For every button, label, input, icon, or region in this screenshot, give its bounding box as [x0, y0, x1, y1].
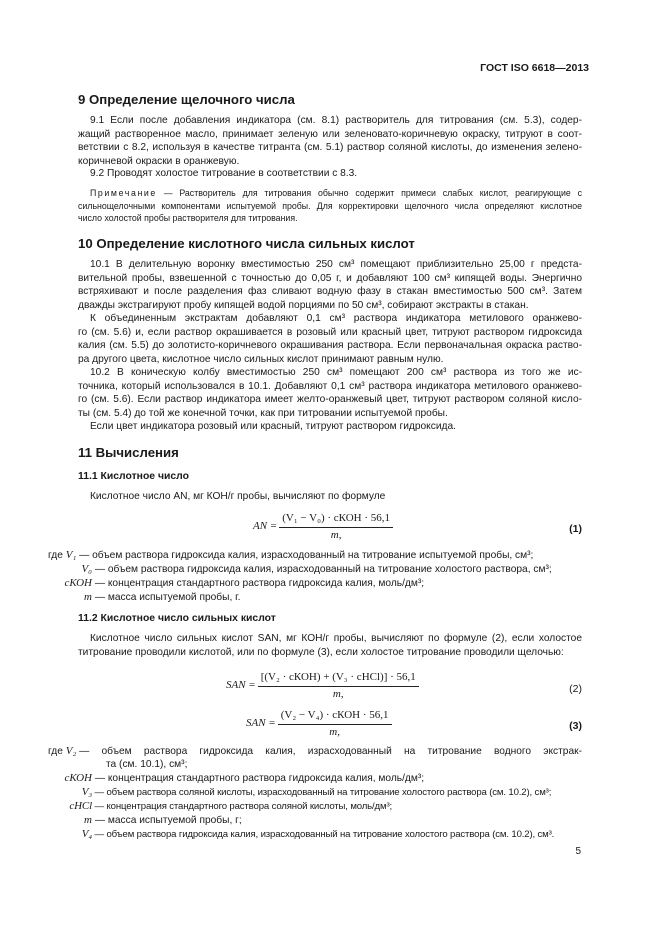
symbol-ckoh: cКОН	[64, 772, 92, 784]
text-line: 9.2 Проводят холостое титрование в соответствии с 8.3.	[90, 168, 358, 179]
text-line: сильнощелочными компонентами испытуемой пробы. Для корректировки щелочного числа определяют кислотное	[78, 200, 582, 211]
text-line: К объединенным экстрактам добавляют 0,1 см³ раствора индикатора метилового оранжево-	[90, 313, 582, 324]
where-label: где	[48, 746, 63, 757]
text-line: титрование проводили кислотой, или по формуле (3), если холостое титрование проводили щелочью:	[78, 646, 564, 658]
definition-text-continued: та (см. 10.1), см³;	[106, 759, 188, 770]
text-line: 10.1 В делительную воронку вместимостью 250 см³ помещают приблизительно 25,00 г предста-	[90, 259, 582, 270]
section-9-2-paragraph	[78, 167, 582, 181]
text-line: вительной пробы, взвешенной с точностью до 0,05 г, и добавляют 100 см³ кипящей воды. Энергично	[78, 272, 582, 284]
section-11-2-title: 11.2 Кислотное число сильных кислот	[78, 613, 276, 624]
section-11-1-intro	[78, 490, 582, 504]
formula-1-denominator: m	[330, 528, 339, 541]
formula-1-numerator: (V₁ − V₀) · cКОН · 56,1	[279, 512, 393, 528]
definition-text: — концентрация стандартного раствора гидроксида калия, моль/дм³;	[94, 773, 425, 784]
text-line: — Растворитель для титрования обычно содержит примеси слабых кислот, реагирующие с	[163, 188, 582, 198]
section-10-2-last-paragraph	[78, 420, 582, 434]
formula-3-denominator: m	[329, 725, 338, 738]
formula-2-number: (2)	[569, 683, 582, 695]
formula-3: SAN = $\frac{\text{(V₂ − V₄) · cКОН · 56,1}}{m,}$ (3)	[246, 709, 582, 738]
text-line: калия (см. 5.5) до золотисто-коричневого окрашивания раствора. Если первоначальная окраска раство-	[78, 340, 582, 351]
text-line: го (см. 5.6) и, если раствор окрашивается в розовый или красный цвет, титруют раствором гидроксида	[78, 326, 582, 338]
symbol-v2: V₂	[65, 745, 77, 757]
formula-2-lhs: SAN =	[226, 679, 256, 692]
text-line: Кислотное число AN, мг КОН/г пробы, вычисляют по формуле	[90, 491, 386, 502]
text-line: Кислотное число сильных кислот SAN, мг КОН/г пробы, вычисляют по формуле (2), если холостое	[90, 633, 582, 644]
formula-1-lhs: AN =	[253, 520, 278, 533]
text-line: ветствии с 8.2, используя в качестве титранта (см. 5.1) раствор соляной кислоты, до изменения зелено-	[78, 142, 582, 153]
symbol-m: m	[84, 814, 92, 826]
section-9-title: 9 Определение щелочного числа	[78, 92, 295, 107]
text-line: го (см. 5.6). Если раствор индикатора имеет желто-оранжевый цвет, титруют раствором соляной кисло-	[78, 394, 582, 405]
definition-text: — объем раствора гидроксида калия, израсходованный на титрование водного экстрак-	[79, 746, 582, 757]
formula-1: AN = $\frac{\text{(V₁ − V₀) · cКОН · 56,1}}{m,}$ (1)	[253, 512, 582, 541]
section-10-1-continued-paragraph	[78, 312, 582, 366]
formula-2-3-definitions	[48, 745, 588, 841]
page-header-standard: ГОСТ ISO 6618—2013	[480, 62, 589, 74]
definition-text: — объем раствора гидроксида калия, израсходованный на титрование холостого раствора, см³;	[94, 564, 552, 575]
section-9-1-paragraph	[78, 114, 582, 168]
text-line: 9.1 Если после добавления индикатора (см. 8.1) растворитель для титрования (см. 5.3), содер-	[90, 115, 582, 126]
page-number: 5	[575, 846, 581, 857]
definition-text: — объем раствора гидроксида калия, израсходованный на титрование холостого раствора (см. 10.2), см³.	[94, 829, 555, 840]
symbol-chcl: cHCl	[69, 800, 92, 812]
section-9-note	[78, 187, 582, 225]
symbol-m: m	[84, 591, 92, 603]
symbol-v3: V₃	[81, 786, 92, 798]
formula-2-numerator: [(V₂ · cКОН) + (V₃ · cHCl)] · 56,1	[258, 671, 419, 687]
formula-2-denominator: m	[332, 687, 341, 700]
section-10-title: 10 Определение кислотного числа сильных кислот	[78, 236, 415, 251]
note-label: Примечание	[90, 188, 157, 198]
text-line: ты (см. 5.4) до той же конечной точки, как при титровании испытуемой пробы.	[78, 407, 448, 419]
where-label: где	[48, 550, 63, 561]
section-11-title: 11 Вычисления	[78, 445, 179, 460]
text-line: встряхивают и после разделения фаз сливают водную фазу в стакан вместимостью 500 см³. Затем	[78, 286, 582, 297]
text-line: Если цвет индикатора розовый или красный, титруют раствором гидроксида.	[90, 421, 456, 432]
definition-text: — концентрация стандартного раствора гидроксида калия, моль/дм³;	[94, 578, 425, 589]
text-line: жащий растворенное масло, принимает зеленую или зеленовато-коричневую окраску, титруют в соот-	[78, 128, 582, 140]
text-line: 10.2 В коническую колбу вместимостью 250 см³ помещают 200 см³ раствора из того же ис-	[90, 367, 582, 378]
formula-3-number: (3)	[569, 720, 582, 732]
section-11-2-intro	[78, 632, 582, 659]
text-line: ра другого цвета, кислотное число сильных кислот принимают равным нулю.	[78, 353, 444, 365]
text-line: дважды экстрагируют пробу кипящей водой порциями по 50 см³, собирают экстракты в стакан.	[78, 299, 529, 311]
formula-3-lhs: SAN =	[246, 717, 276, 730]
definition-text: — масса испытуемой пробы, г;	[94, 815, 242, 826]
definition-text: — масса испытуемой пробы, г.	[94, 592, 241, 603]
section-10-1-paragraph	[78, 258, 582, 312]
text-line: точника, который использовался в 10.1. Добавляют 0,1 см³ раствора индикатора метилового оранжево-	[78, 380, 582, 392]
formula-1-number: (1)	[569, 523, 582, 535]
definition-text: — объем раствора соляной кислоты, израсходованный на титрование холостого раствора (см. 10.2), см³;	[94, 787, 552, 798]
symbol-ckoh: cКОН	[64, 577, 92, 589]
formula-3-numerator: (V₂ − V₄) · cКОН · 56,1	[278, 709, 392, 725]
symbol-v1: V₁	[65, 549, 77, 561]
formula-1-definitions	[48, 549, 588, 605]
formula-2: SAN = $\frac{\text{[(V₂ · cКОН) + (V₃ · cHCl)] · 56,1}}{m,}$ (2)	[226, 671, 582, 700]
text-line: число холостой пробы растворителя для титрования.	[78, 213, 298, 223]
symbol-v4: V₄	[81, 828, 92, 840]
definition-text: — концентрация стандартного раствора соляной кислоты, моль/дм³;	[94, 801, 392, 812]
definition-text: — объем раствора гидроксида калия, израсходованный на титрование испытуемой пробы, см³;	[79, 550, 534, 561]
text-line: коричневой окраски в оранжевую.	[78, 155, 240, 167]
section-10-2-paragraph	[78, 366, 582, 420]
symbol-v0: V₀	[81, 563, 92, 575]
section-11-1-title: 11.1 Кислотное число	[78, 471, 189, 482]
